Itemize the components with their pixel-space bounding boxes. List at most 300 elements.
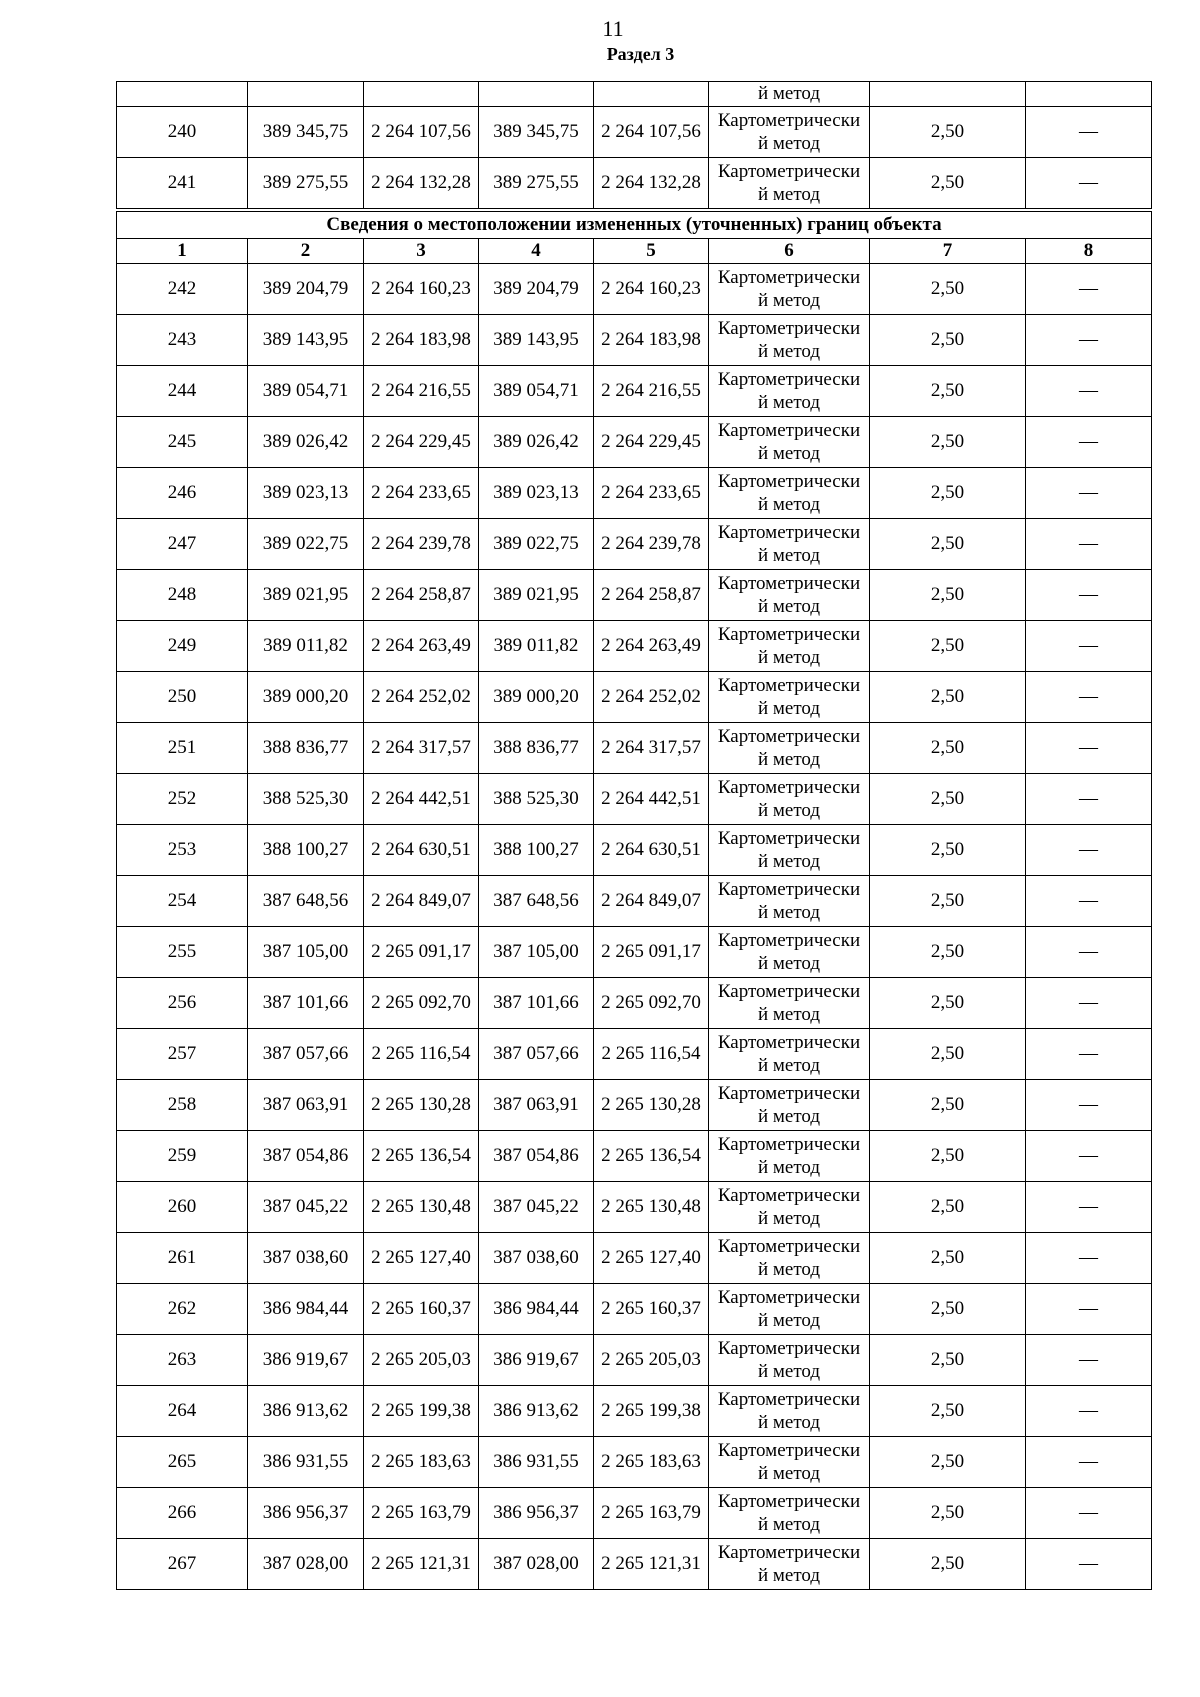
accuracy-cell: 2,50 — [870, 1335, 1026, 1386]
note-cell: — — [1026, 621, 1152, 672]
point-number-cell: 261 — [117, 1233, 248, 1284]
y-coordinate-cell: 2 265 160,37 — [364, 1284, 479, 1335]
y-coordinate-cell: 2 265 163,79 — [594, 1488, 709, 1539]
table-row — [117, 570, 1152, 621]
method-line: Картометрически — [717, 624, 861, 645]
note-cell: — — [1026, 1284, 1152, 1335]
y-coordinate-cell: 2 265 121,31 — [594, 1539, 709, 1590]
method-line: й метод — [757, 494, 821, 515]
table-row — [117, 107, 1152, 158]
point-number-cell: 244 — [117, 366, 248, 417]
note-cell: — — [1026, 978, 1152, 1029]
y-coordinate-cell: 2 264 229,45 — [364, 417, 479, 468]
coordinates-table — [116, 81, 1152, 1590]
section-title: Раздел 3 — [606, 44, 675, 64]
y-coordinate-cell: 2 265 091,17 — [594, 927, 709, 978]
method-line: й метод — [757, 749, 821, 770]
method-line: Картометрически — [717, 1236, 861, 1257]
y-coordinate-cell: 2 264 252,02 — [364, 672, 479, 723]
x-coordinate-cell: 389 022,75 — [479, 519, 594, 570]
section-header: Сведения о местоположении измененных (уточненных) границ объекта — [117, 210, 1152, 239]
x-coordinate-cell: 387 045,22 — [479, 1182, 594, 1233]
y-coordinate-cell: 2 265 205,03 — [594, 1335, 709, 1386]
method-line: й метод — [757, 1004, 821, 1025]
point-number-cell: 243 — [117, 315, 248, 366]
y-coordinate-cell: 2 265 199,38 — [594, 1386, 709, 1437]
note-cell: — — [1026, 1233, 1152, 1284]
method-cell — [709, 1335, 870, 1386]
method-cell — [709, 417, 870, 468]
table-row — [117, 672, 1152, 723]
table-cell — [870, 82, 1026, 107]
table-row — [117, 1233, 1152, 1284]
y-coordinate-cell: 2 265 163,79 — [364, 1488, 479, 1539]
y-coordinate-cell: 2 265 130,48 — [364, 1182, 479, 1233]
point-number-cell: 258 — [117, 1080, 248, 1131]
x-coordinate-cell: 389 023,13 — [248, 468, 364, 519]
y-coordinate-cell: 2 264 442,51 — [364, 774, 479, 825]
y-coordinate-cell: 2 265 136,54 — [594, 1131, 709, 1182]
point-number-cell: 242 — [117, 264, 248, 315]
method-line: й метод — [757, 1463, 821, 1484]
x-coordinate-cell: 388 836,77 — [248, 723, 364, 774]
method-line: й метод — [757, 953, 821, 974]
method-line: Картометрически — [717, 110, 861, 131]
x-coordinate-cell: 386 919,67 — [479, 1335, 594, 1386]
x-coordinate-cell: 388 100,27 — [248, 825, 364, 876]
x-coordinate-cell: 386 931,55 — [248, 1437, 364, 1488]
method-line: Картометрически — [717, 161, 861, 182]
y-coordinate-cell: 2 265 183,63 — [594, 1437, 709, 1488]
method-cell — [709, 927, 870, 978]
table-cell — [248, 82, 364, 107]
table-row — [117, 876, 1152, 927]
method-cell — [709, 1029, 870, 1080]
accuracy-cell: 2,50 — [870, 1539, 1026, 1590]
table-row — [117, 1386, 1152, 1437]
method-line: Картометрически — [717, 573, 861, 594]
point-number-cell: 255 — [117, 927, 248, 978]
accuracy-cell: 2,50 — [870, 1182, 1026, 1233]
x-coordinate-cell: 387 063,91 — [248, 1080, 364, 1131]
method-line: й метод — [757, 1565, 821, 1586]
point-number-cell: 260 — [117, 1182, 248, 1233]
y-coordinate-cell: 2 265 116,54 — [364, 1029, 479, 1080]
x-coordinate-cell: 386 984,44 — [479, 1284, 594, 1335]
table-cell — [594, 82, 709, 107]
accuracy-cell: 2,50 — [870, 672, 1026, 723]
column-number: 6 — [709, 239, 870, 264]
column-number: 1 — [117, 239, 248, 264]
y-coordinate-cell: 2 264 317,57 — [364, 723, 479, 774]
table-row — [117, 264, 1152, 315]
point-number-cell: 257 — [117, 1029, 248, 1080]
page-number: 11 — [602, 16, 624, 41]
x-coordinate-cell: 388 100,27 — [479, 825, 594, 876]
method-cell — [709, 366, 870, 417]
point-number-cell: 263 — [117, 1335, 248, 1386]
y-coordinate-cell: 2 265 121,31 — [364, 1539, 479, 1590]
x-coordinate-cell: 389 000,20 — [479, 672, 594, 723]
accuracy-cell: 2,50 — [870, 366, 1026, 417]
note-cell: — — [1026, 1386, 1152, 1437]
x-coordinate-cell: 389 011,82 — [479, 621, 594, 672]
table-row — [117, 621, 1152, 672]
accuracy-cell: 2,50 — [870, 774, 1026, 825]
y-coordinate-cell: 2 264 442,51 — [594, 774, 709, 825]
section-header-row — [117, 210, 1152, 239]
y-coordinate-cell: 2 264 263,49 — [594, 621, 709, 672]
table-row — [117, 519, 1152, 570]
point-number-cell: 251 — [117, 723, 248, 774]
x-coordinate-cell: 388 836,77 — [479, 723, 594, 774]
table-row — [117, 1335, 1152, 1386]
y-coordinate-cell: 2 264 107,56 — [364, 107, 479, 158]
method-line: й метод — [757, 443, 821, 464]
method-line: й метод — [757, 1259, 821, 1280]
table-row — [117, 825, 1152, 876]
table-cell — [479, 82, 594, 107]
y-coordinate-cell: 2 264 216,55 — [594, 366, 709, 417]
accuracy-cell: 2,50 — [870, 876, 1026, 927]
method-line: Картометрически — [717, 1542, 861, 1563]
method-cell — [709, 570, 870, 621]
x-coordinate-cell: 389 275,55 — [248, 158, 364, 211]
x-coordinate-cell: 386 919,67 — [248, 1335, 364, 1386]
note-cell: — — [1026, 876, 1152, 927]
column-number: 4 — [479, 239, 594, 264]
method-line: Картометрически — [717, 777, 861, 798]
method-cell — [709, 158, 870, 211]
method-cell — [709, 978, 870, 1029]
x-coordinate-cell: 387 101,66 — [479, 978, 594, 1029]
y-coordinate-cell: 2 265 116,54 — [594, 1029, 709, 1080]
x-coordinate-cell: 389 011,82 — [248, 621, 364, 672]
x-coordinate-cell: 389 054,71 — [248, 366, 364, 417]
accuracy-cell: 2,50 — [870, 927, 1026, 978]
accuracy-cell: 2,50 — [870, 1437, 1026, 1488]
accuracy-cell: 2,50 — [870, 158, 1026, 211]
column-number: 8 — [1026, 239, 1152, 264]
y-coordinate-cell: 2 264 107,56 — [594, 107, 709, 158]
x-coordinate-cell: 387 648,56 — [248, 876, 364, 927]
point-number-cell: 248 — [117, 570, 248, 621]
table-row — [117, 366, 1152, 417]
y-coordinate-cell: 2 264 239,78 — [594, 519, 709, 570]
method-line: й метод — [757, 1310, 821, 1331]
note-cell: — — [1026, 315, 1152, 366]
method-line: Картометрически — [717, 879, 861, 900]
table-row — [117, 1029, 1152, 1080]
point-number-cell: 240 — [117, 107, 248, 158]
table-row — [117, 978, 1152, 1029]
note-cell: — — [1026, 158, 1152, 211]
x-coordinate-cell: 389 026,42 — [479, 417, 594, 468]
note-cell: — — [1026, 1182, 1152, 1233]
x-coordinate-cell: 388 525,30 — [248, 774, 364, 825]
table-row — [117, 1539, 1152, 1590]
method-line: Картометрически — [717, 369, 861, 390]
y-coordinate-cell: 2 264 849,07 — [594, 876, 709, 927]
table-row — [117, 1131, 1152, 1182]
note-cell: — — [1026, 1131, 1152, 1182]
y-coordinate-cell: 2 265 092,70 — [594, 978, 709, 1029]
method-line: Картометрически — [717, 1032, 861, 1053]
x-coordinate-cell: 386 913,62 — [479, 1386, 594, 1437]
method-line: Картометрически — [717, 930, 861, 951]
y-coordinate-cell: 2 265 127,40 — [364, 1233, 479, 1284]
note-cell: — — [1026, 927, 1152, 978]
x-coordinate-cell: 387 054,86 — [479, 1131, 594, 1182]
table-cell — [117, 82, 248, 107]
method-cell — [709, 1182, 870, 1233]
y-coordinate-cell: 2 264 630,51 — [594, 825, 709, 876]
x-coordinate-cell: 387 057,66 — [479, 1029, 594, 1080]
y-coordinate-cell: 2 265 130,28 — [364, 1080, 479, 1131]
table-row — [117, 1080, 1152, 1131]
y-coordinate-cell: 2 264 233,65 — [594, 468, 709, 519]
accuracy-cell: 2,50 — [870, 264, 1026, 315]
x-coordinate-cell: 387 105,00 — [248, 927, 364, 978]
x-coordinate-cell: 389 054,71 — [479, 366, 594, 417]
method-line: й метод — [757, 392, 821, 413]
y-coordinate-cell: 2 264 229,45 — [594, 417, 709, 468]
point-number-cell: 245 — [117, 417, 248, 468]
method-cell — [709, 723, 870, 774]
note-cell: — — [1026, 672, 1152, 723]
method-line: й метод — [757, 1157, 821, 1178]
method-cell — [709, 774, 870, 825]
accuracy-cell: 2,50 — [870, 723, 1026, 774]
accuracy-cell: 2,50 — [870, 1131, 1026, 1182]
y-coordinate-cell: 2 264 132,28 — [594, 158, 709, 211]
method-line: Картометрически — [717, 1491, 861, 1512]
method-line: Картометрически — [717, 726, 861, 747]
y-coordinate-cell: 2 264 160,23 — [364, 264, 479, 315]
note-cell: — — [1026, 570, 1152, 621]
y-coordinate-cell: 2 264 160,23 — [594, 264, 709, 315]
method-cell — [709, 876, 870, 927]
y-coordinate-cell: 2 264 630,51 — [364, 825, 479, 876]
x-coordinate-cell: 389 345,75 — [479, 107, 594, 158]
method-line: й метод — [757, 596, 821, 617]
method-line: Картометрически — [717, 471, 861, 492]
y-coordinate-cell: 2 264 258,87 — [594, 570, 709, 621]
table-row — [117, 927, 1152, 978]
method-line: й метод — [757, 851, 821, 872]
method-line: Картометрически — [717, 267, 861, 288]
note-cell: — — [1026, 1335, 1152, 1386]
column-numbers-row — [117, 239, 1152, 264]
note-cell: — — [1026, 774, 1152, 825]
method-line: Картометрически — [717, 522, 861, 543]
note-cell: — — [1026, 264, 1152, 315]
method-line: Картометрически — [717, 828, 861, 849]
method-line: й метод — [757, 184, 821, 205]
accuracy-cell: 2,50 — [870, 1488, 1026, 1539]
accuracy-cell: 2,50 — [870, 468, 1026, 519]
table-row — [117, 1437, 1152, 1488]
x-coordinate-cell: 387 057,66 — [248, 1029, 364, 1080]
y-coordinate-cell: 2 264 216,55 — [364, 366, 479, 417]
method-line: й метод — [757, 1055, 821, 1076]
method-cell — [709, 519, 870, 570]
note-cell: — — [1026, 723, 1152, 774]
point-number-cell: 246 — [117, 468, 248, 519]
x-coordinate-cell: 389 345,75 — [248, 107, 364, 158]
note-cell: — — [1026, 1539, 1152, 1590]
note-cell: — — [1026, 468, 1152, 519]
x-coordinate-cell: 388 525,30 — [479, 774, 594, 825]
accuracy-cell: 2,50 — [870, 978, 1026, 1029]
y-coordinate-cell: 2 264 183,98 — [364, 315, 479, 366]
note-cell: — — [1026, 1488, 1152, 1539]
table-row — [117, 723, 1152, 774]
x-coordinate-cell: 389 000,20 — [248, 672, 364, 723]
method-line: й метод — [757, 698, 821, 719]
column-number: 3 — [364, 239, 479, 264]
accuracy-cell: 2,50 — [870, 315, 1026, 366]
x-coordinate-cell: 387 045,22 — [248, 1182, 364, 1233]
x-coordinate-cell: 387 648,56 — [479, 876, 594, 927]
method-line: Картометрически — [717, 1134, 861, 1155]
accuracy-cell: 2,50 — [870, 417, 1026, 468]
table-row — [117, 1182, 1152, 1233]
x-coordinate-cell: 389 204,79 — [479, 264, 594, 315]
accuracy-cell: 2,50 — [870, 825, 1026, 876]
table-row — [117, 1488, 1152, 1539]
method-cell — [709, 1080, 870, 1131]
x-coordinate-cell: 389 022,75 — [248, 519, 364, 570]
y-coordinate-cell: 2 264 258,87 — [364, 570, 479, 621]
method-line: й метод — [757, 902, 821, 923]
table-row — [117, 315, 1152, 366]
column-number: 5 — [594, 239, 709, 264]
point-number-cell: 250 — [117, 672, 248, 723]
x-coordinate-cell: 387 101,66 — [248, 978, 364, 1029]
method-line: Картометрически — [717, 420, 861, 441]
y-coordinate-cell: 2 264 132,28 — [364, 158, 479, 211]
accuracy-cell: 2,50 — [870, 1284, 1026, 1335]
y-coordinate-cell: 2 265 130,28 — [594, 1080, 709, 1131]
method-line: й метод — [757, 1106, 821, 1127]
note-cell: — — [1026, 825, 1152, 876]
point-number-cell: 249 — [117, 621, 248, 672]
method-cell: й метод — [709, 82, 870, 107]
table-cell — [364, 82, 479, 107]
point-number-cell: 254 — [117, 876, 248, 927]
point-number-cell: 259 — [117, 1131, 248, 1182]
accuracy-cell: 2,50 — [870, 1029, 1026, 1080]
method-cell — [709, 468, 870, 519]
method-line: й метод — [757, 290, 821, 311]
accuracy-cell: 2,50 — [870, 621, 1026, 672]
y-coordinate-cell: 2 265 183,63 — [364, 1437, 479, 1488]
method-line: й метод — [757, 1208, 821, 1229]
method-cell — [709, 315, 870, 366]
method-line: й метод — [757, 1361, 821, 1382]
accuracy-cell: 2,50 — [870, 1233, 1026, 1284]
method-line: Картометрически — [717, 1338, 861, 1359]
note-cell: — — [1026, 1029, 1152, 1080]
y-coordinate-cell: 2 265 091,17 — [364, 927, 479, 978]
x-coordinate-cell: 387 028,00 — [248, 1539, 364, 1590]
point-number-cell: 262 — [117, 1284, 248, 1335]
table-row — [117, 774, 1152, 825]
method-cell — [709, 672, 870, 723]
y-coordinate-cell: 2 264 317,57 — [594, 723, 709, 774]
point-number-cell: 247 — [117, 519, 248, 570]
table-row — [117, 1284, 1152, 1335]
method-cell — [709, 621, 870, 672]
method-cell — [709, 1284, 870, 1335]
method-cell — [709, 1131, 870, 1182]
y-coordinate-cell: 2 264 233,65 — [364, 468, 479, 519]
x-coordinate-cell: 386 913,62 — [248, 1386, 364, 1437]
accuracy-cell: 2,50 — [870, 1080, 1026, 1131]
point-number-cell: 241 — [117, 158, 248, 211]
point-number-cell: 265 — [117, 1437, 248, 1488]
x-coordinate-cell: 389 143,95 — [248, 315, 364, 366]
x-coordinate-cell: 387 105,00 — [479, 927, 594, 978]
y-coordinate-cell: 2 265 199,38 — [364, 1386, 479, 1437]
note-cell: — — [1026, 1437, 1152, 1488]
point-number-cell: 264 — [117, 1386, 248, 1437]
table-row — [117, 417, 1152, 468]
accuracy-cell: 2,50 — [870, 107, 1026, 158]
method-line: Картометрически — [717, 1440, 861, 1461]
y-coordinate-cell: 2 265 127,40 — [594, 1233, 709, 1284]
method-line: Картометрически — [717, 318, 861, 339]
x-coordinate-cell: 389 026,42 — [248, 417, 364, 468]
x-coordinate-cell: 389 023,13 — [479, 468, 594, 519]
x-coordinate-cell: 389 143,95 — [479, 315, 594, 366]
y-coordinate-cell: 2 264 239,78 — [364, 519, 479, 570]
note-cell: — — [1026, 366, 1152, 417]
x-coordinate-cell: 386 931,55 — [479, 1437, 594, 1488]
accuracy-cell: 2,50 — [870, 1386, 1026, 1437]
method-cell — [709, 1488, 870, 1539]
method-cell — [709, 1386, 870, 1437]
method-line: Картометрически — [717, 1185, 861, 1206]
table-cell — [1026, 82, 1152, 107]
method-line: Картометрически — [717, 1083, 861, 1104]
y-coordinate-cell: 2 264 263,49 — [364, 621, 479, 672]
method-cell — [709, 1539, 870, 1590]
note-cell: — — [1026, 107, 1152, 158]
y-coordinate-cell: 2 265 205,03 — [364, 1335, 479, 1386]
point-number-cell: 267 — [117, 1539, 248, 1590]
y-coordinate-cell: 2 264 252,02 — [594, 672, 709, 723]
column-number: 7 — [870, 239, 1026, 264]
x-coordinate-cell: 389 204,79 — [248, 264, 364, 315]
method-line: й метод — [757, 1514, 821, 1535]
x-coordinate-cell: 386 984,44 — [248, 1284, 364, 1335]
method-cell — [709, 264, 870, 315]
method-line: Картометрически — [717, 981, 861, 1002]
method-line: й метод — [757, 800, 821, 821]
table-row — [117, 158, 1152, 211]
table-row-partial — [117, 82, 1152, 107]
x-coordinate-cell: 387 038,60 — [248, 1233, 364, 1284]
method-line: й метод — [757, 341, 821, 362]
note-cell: — — [1026, 519, 1152, 570]
x-coordinate-cell: 387 054,86 — [248, 1131, 364, 1182]
y-coordinate-cell: 2 265 160,37 — [594, 1284, 709, 1335]
method-line: й метод — [757, 1412, 821, 1433]
method-cell — [709, 1233, 870, 1284]
x-coordinate-cell: 387 038,60 — [479, 1233, 594, 1284]
